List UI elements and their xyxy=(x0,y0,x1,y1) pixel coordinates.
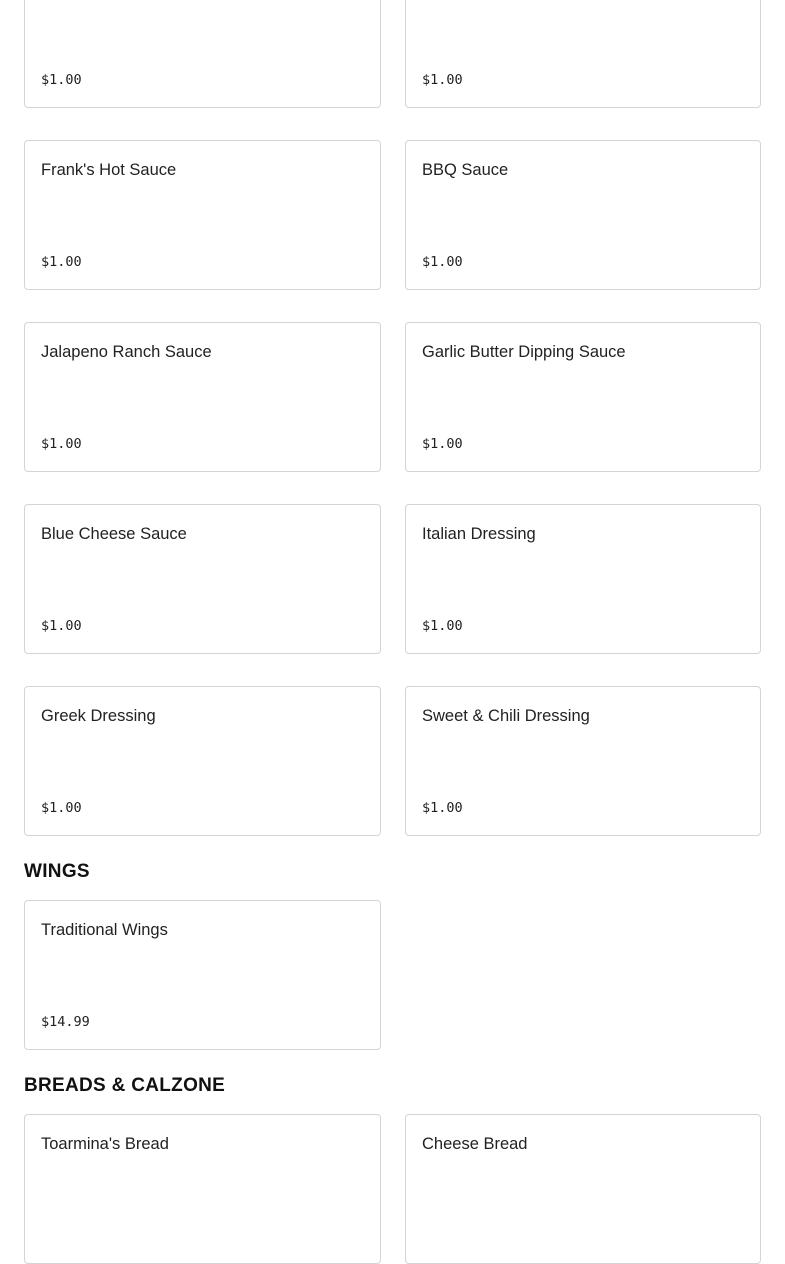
menu-item-price: $1.00 xyxy=(41,618,82,634)
menu-item-card[interactable] xyxy=(24,0,381,108)
menu-item-name: Greek Dressing xyxy=(41,707,156,725)
menu-item-price: $1.00 xyxy=(41,800,82,816)
menu-item-name: Toarmina's Bread xyxy=(41,1135,169,1153)
menu-item-card[interactable] xyxy=(405,686,761,836)
section-title-wings: WINGS xyxy=(24,861,90,882)
menu-item-card[interactable] xyxy=(405,0,761,108)
menu-item-name: Frank's Hot Sauce xyxy=(41,161,177,179)
menu-item-card[interactable] xyxy=(24,140,381,290)
menu-item-price: $1.00 xyxy=(41,436,82,452)
menu-item-price: $1.00 xyxy=(422,800,463,816)
menu-item-card[interactable] xyxy=(24,1114,381,1264)
menu-item-price: $14.99 xyxy=(41,1014,90,1030)
menu-item-card[interactable] xyxy=(24,322,381,472)
menu-item-price: $1.00 xyxy=(41,72,82,88)
menu-item-name: Traditional Wings xyxy=(41,921,168,939)
menu-item-price: $1.00 xyxy=(422,72,463,88)
menu-item-name: Jalapeno Ranch Sauce xyxy=(41,343,212,361)
menu-item-price: $1.00 xyxy=(422,618,463,634)
menu-item-card[interactable] xyxy=(405,322,761,472)
menu-item-card[interactable] xyxy=(405,1114,761,1264)
menu-item-card[interactable] xyxy=(24,900,381,1050)
menu-item-price: $1.00 xyxy=(422,436,463,452)
menu-item-name: Garlic Butter Dipping Sauce xyxy=(422,343,626,361)
menu-item-card[interactable] xyxy=(24,504,381,654)
menu-item-name: Blue Cheese Sauce xyxy=(41,525,187,543)
section-title-breads-calzone: BREADS & CALZONE xyxy=(24,1075,226,1096)
menu-item-price: $1.00 xyxy=(422,254,463,270)
menu-item-card[interactable] xyxy=(405,140,761,290)
menu-item-price: $1.00 xyxy=(41,254,82,270)
menu-item-name: Cheese Bread xyxy=(422,1135,528,1153)
menu-item-name: Sweet & Chili Dressing xyxy=(422,707,590,725)
menu-item-name: Italian Dressing xyxy=(422,525,536,543)
menu-item-card[interactable] xyxy=(405,504,761,654)
menu-item-name: BBQ Sauce xyxy=(422,161,509,179)
menu-item-card[interactable] xyxy=(24,686,381,836)
